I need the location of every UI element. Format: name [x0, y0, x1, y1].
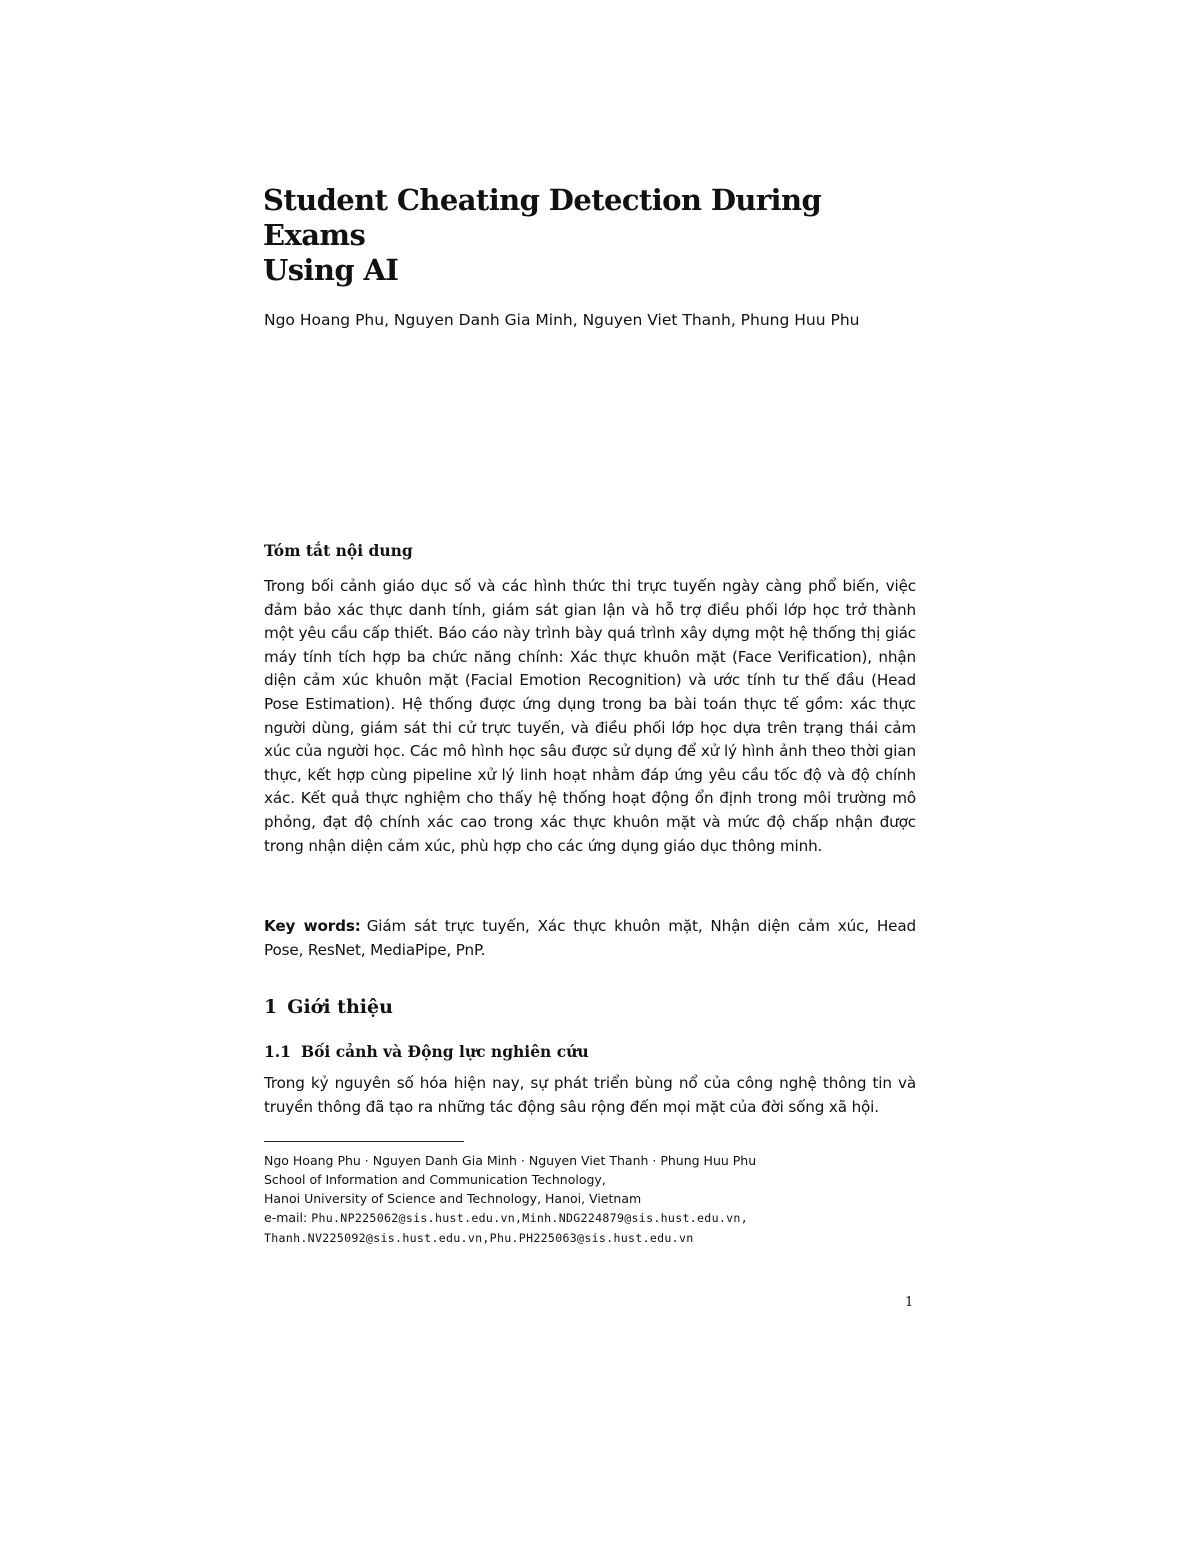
- author-footnote: [264, 1151, 924, 1248]
- paper-title-line-1: Student Cheating Detection During Exams: [263, 183, 822, 252]
- footnote-university: Hanoi University of Science and Technology, Hanoi, Vietnam: [264, 1191, 642, 1206]
- keywords: [264, 915, 916, 962]
- section-number: 1: [264, 996, 278, 1018]
- subsection-number: 1.1: [264, 1042, 291, 1061]
- footnote-emails-line-1: [264, 1208, 924, 1228]
- footnote-emails-line-2: [264, 1228, 924, 1248]
- footnote-authors: Ngo Hoang Phu · Nguyen Danh Gia Minh · Nguyen Viet Thanh · Phung Huu Phu: [264, 1153, 757, 1168]
- introduction-paragraph: Trong kỷ nguyên số hóa hiện nay, sự phát triển bùng nổ của công nghệ thông tin và truyền thông đã tạo ra những tác động sâu rộng đến mọi mặt của đời sống xã hội.: [264, 1074, 916, 1116]
- subsection-heading-background: [264, 1041, 589, 1063]
- section-title: Giới thiệu: [287, 996, 393, 1018]
- abstract-text: Trong bối cảnh giáo dục số và các hình thức thi trực tuyến ngày càng phổ biến, việc đảm bảo xác thực danh tính, giám sát gian lận và hỗ trợ điều phối lớp học trở thành một yêu cầu cấp thiết. Báo cáo này trình bày quá trình xây dựng một hệ thống thị giác máy tính tích hợp ba chức năng chính: Xác thực khuôn mặt (Face Verification), nhận diện cảm xúc khuôn mặt (Facial Emotion Recognition) và ước tính tư thế đầu (Head Pose Estimation). Hệ thống được ứng dụng trong ba bài toán thực tế gồm: xác thực người dùng, giám sát thi cử trực tuyến, và điều phối lớp học dựa trên trạng thái cảm xúc của người học. Các mô hình học sâu được sử dụng để xử lý hình ảnh theo thời gian thực, kết hợp cùng pipeline xử lý linh hoạt nhằm đáp ứng yêu cầu tốc độ và độ chính xác. Kết quả thực nghiệm cho thấy hệ thống hoạt động ổn định trong môi trường mô phỏng, đạt độ chính xác cao trong xác thực khuôn mặt và mức độ chấp nhận được trong nhận diện cảm xúc, phù hợp cho các ứng dụng giáo dục thông minh.: [264, 577, 916, 855]
- email-addresses-2: Thanh.NV225092@sis.hust.edu.vn,Phu.PH225063@sis.hust.edu.vn: [264, 1231, 694, 1245]
- keywords-text: Giám sát trực tuyến, Xác thực khuôn mặt, Nhận diện cảm xúc, Head Pose, ResNet, MediaPipe, PnP.: [264, 917, 916, 959]
- page-number: 1: [905, 1295, 914, 1310]
- email-addresses-1: Phu.NP225062@sis.hust.edu.vn,Minh.NDG224879@sis.hust.edu.vn,: [311, 1211, 748, 1225]
- paper-title: [263, 183, 903, 288]
- section-heading-introduction: [264, 994, 393, 1020]
- abstract-heading: Tóm tắt nội dung: [264, 541, 413, 560]
- footnote-divider: [264, 1141, 464, 1142]
- subsection-title: Bối cảnh và Động lực nghiên cứu: [300, 1042, 589, 1061]
- author-list: Ngo Hoang Phu, Nguyen Danh Gia Minh, Nguyen Viet Thanh, Phung Huu Phu: [264, 311, 860, 329]
- keywords-label: Key words:: [264, 917, 361, 935]
- paper-title-line-2: Using AI: [263, 253, 399, 287]
- email-label: e-mail:: [264, 1210, 308, 1225]
- footnote-school: School of Information and Communication Technology,: [264, 1172, 606, 1187]
